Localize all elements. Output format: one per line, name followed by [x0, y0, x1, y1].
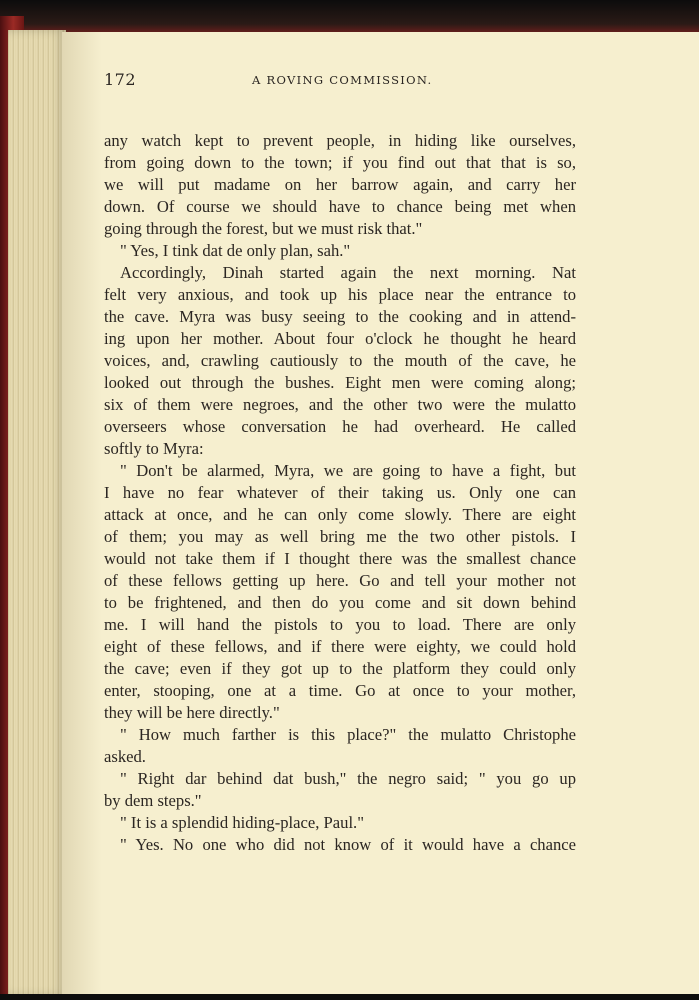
text-line: six of them were negroes, and the other two were the mulatto: [104, 395, 576, 414]
background-bottom-edge: [0, 994, 699, 1000]
text-line: asked.: [104, 747, 146, 766]
text-line: down. Of course we should have to chance being met when: [104, 197, 576, 216]
text-line: I have no fear whatever of their taking us. Only one can: [104, 483, 576, 502]
text-line: " Don't be alarmed, Myra, we are going to have a fight, but: [120, 461, 576, 480]
page-edges: [8, 30, 66, 996]
text-line: they will be here directly.": [104, 703, 280, 722]
text-line: Accordingly, Dinah started again the next morning. Nat: [120, 263, 576, 282]
text-line: we will put madame on her barrow again, and carry her: [104, 175, 576, 194]
text-line: would not take them if I thought there was the smallest chance: [104, 549, 576, 568]
text-line: any watch kept to prevent people, in hiding like ourselves,: [104, 131, 576, 150]
background-top-edge: [0, 0, 699, 34]
text-line: of them; you may as well bring me the two other pistols. I: [104, 527, 576, 546]
running-title: A ROVING COMMISSION.: [252, 73, 433, 87]
body-text: [104, 130, 576, 856]
text-line: felt very anxious, and took up his place near the entrance to: [104, 285, 576, 304]
text-line: " How much farther is this place?" the mulatto Christophe: [120, 725, 576, 744]
text-line: by dem steps.": [104, 791, 202, 810]
text-line: voices, and, crawling cautiously to the mouth of the cave, he: [104, 351, 576, 370]
text-line: softly to Myra:: [104, 439, 204, 458]
text-line: " Right dar behind dat bush," the negro said; " you go up: [120, 769, 576, 788]
text-line: attack at once, and he can only come slowly. There are eight: [104, 505, 576, 524]
text-line: of these fellows getting up here. Go and tell your mother not: [104, 571, 576, 590]
text-line: enter, stooping, one at a time. Go at once to your mother,: [104, 681, 576, 700]
text-line: ing upon her mother. About four o'clock he thought he heard: [104, 329, 576, 348]
text-line: looked out through the bushes. Eight men were coming along;: [104, 373, 576, 392]
text-line: " Yes. No one who did not know of it would have a chance: [120, 835, 576, 854]
page-number: 172: [104, 70, 137, 89]
text-line: " Yes, I tink dat de only plan, sah.": [120, 241, 351, 260]
page-header: [104, 70, 576, 94]
text-line: from going down to the town; if you find out that that is so,: [104, 153, 576, 172]
text-line: me. I will hand the pistols to you to load. There are only: [104, 615, 576, 634]
text-line: going through the forest, but we must risk that.": [104, 219, 423, 238]
text-line: eight of these fellows, and if there were eighty, we could hold: [104, 637, 576, 656]
text-line: the cave. Myra was busy seeing to the cooking and in attend-: [104, 307, 576, 326]
text-line: " It is a splendid hiding-place, Paul.": [120, 813, 364, 832]
text-line: overseers whose conversation he had overheard. He called: [104, 417, 576, 436]
text-line: to be frightened, and then do you come and sit down behind: [104, 593, 576, 612]
text-line: the cave; even if they got up to the platform they could only: [104, 659, 576, 678]
